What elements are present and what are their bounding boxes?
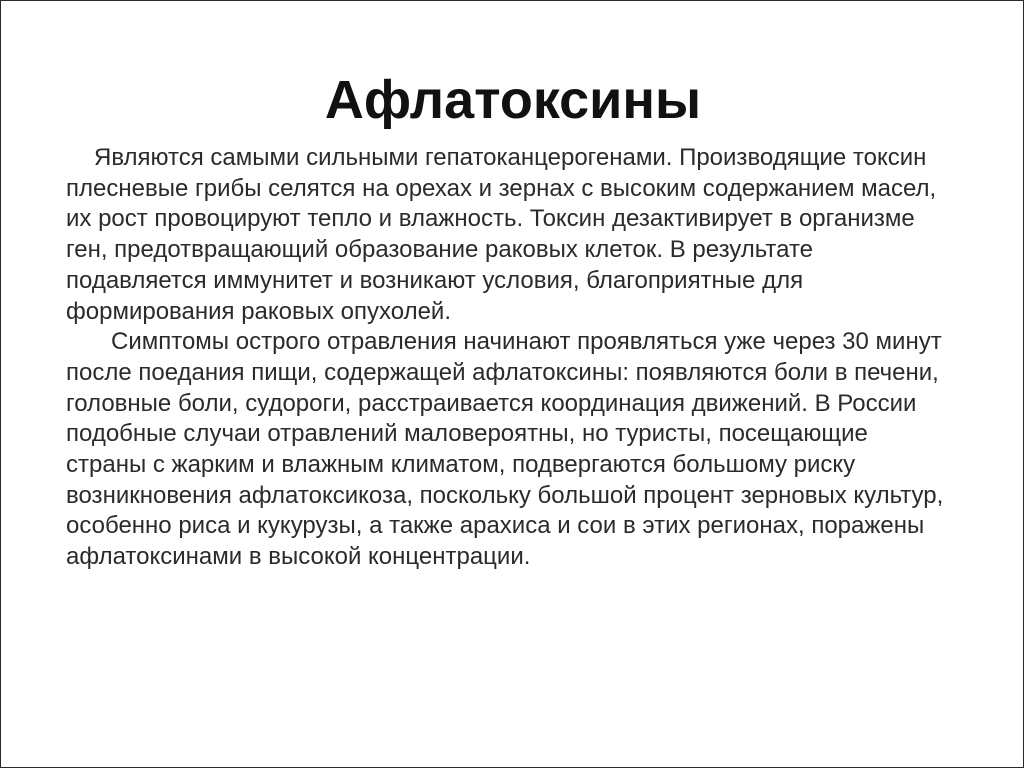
paragraph-line: головные боли, судороги, расстраивается координация движений. В России: [66, 389, 917, 417]
paragraph-line: подобные случаи отравлений маловероятны, но туристы, посещающие: [66, 420, 868, 448]
paragraph-line: формирования раковых опухолей.: [66, 297, 451, 325]
slide-body: [66, 143, 998, 573]
paragraph-line: подавляется иммунитет и возникают условия, благоприятные для: [66, 266, 804, 294]
paragraph-line: страны с жарким и влажным климатом, подвергаются большому риску: [66, 451, 856, 479]
paragraph-line: ген, предотвращающий образование раковых клеток. В результате: [66, 236, 814, 264]
paragraph-line: возникновения афлатоксикоза, поскольку большой процент зерновых культур,: [66, 481, 944, 509]
paragraph-1: [66, 143, 998, 327]
paragraph-line: Являются самыми сильными гепатоканцерогенами. Производящие токсин: [94, 144, 927, 171]
paragraph-line: афлатоксинами в высокой концентрации.: [66, 543, 531, 571]
paragraph-line: их рост провоцируют тепло и влажность. Токсин дезактивирует в организме: [66, 205, 915, 233]
paragraph-line: плесневые грибы селятся на орехах и зернах с высоким содержанием масел,: [66, 174, 937, 202]
paragraph-line: особенно риса и кукурузы, а также арахиса и сои в этих регионах, поражены: [66, 512, 925, 540]
paragraph-2: [66, 327, 998, 573]
slide-title: Афлатоксины: [324, 70, 702, 130]
paragraph-line: Симптомы острого отравления начинают проявляться уже через 30 минут: [111, 328, 942, 356]
paragraph-line: после поедания пищи, содержащей афлатоксины: появляются боли в печени,: [66, 358, 939, 386]
